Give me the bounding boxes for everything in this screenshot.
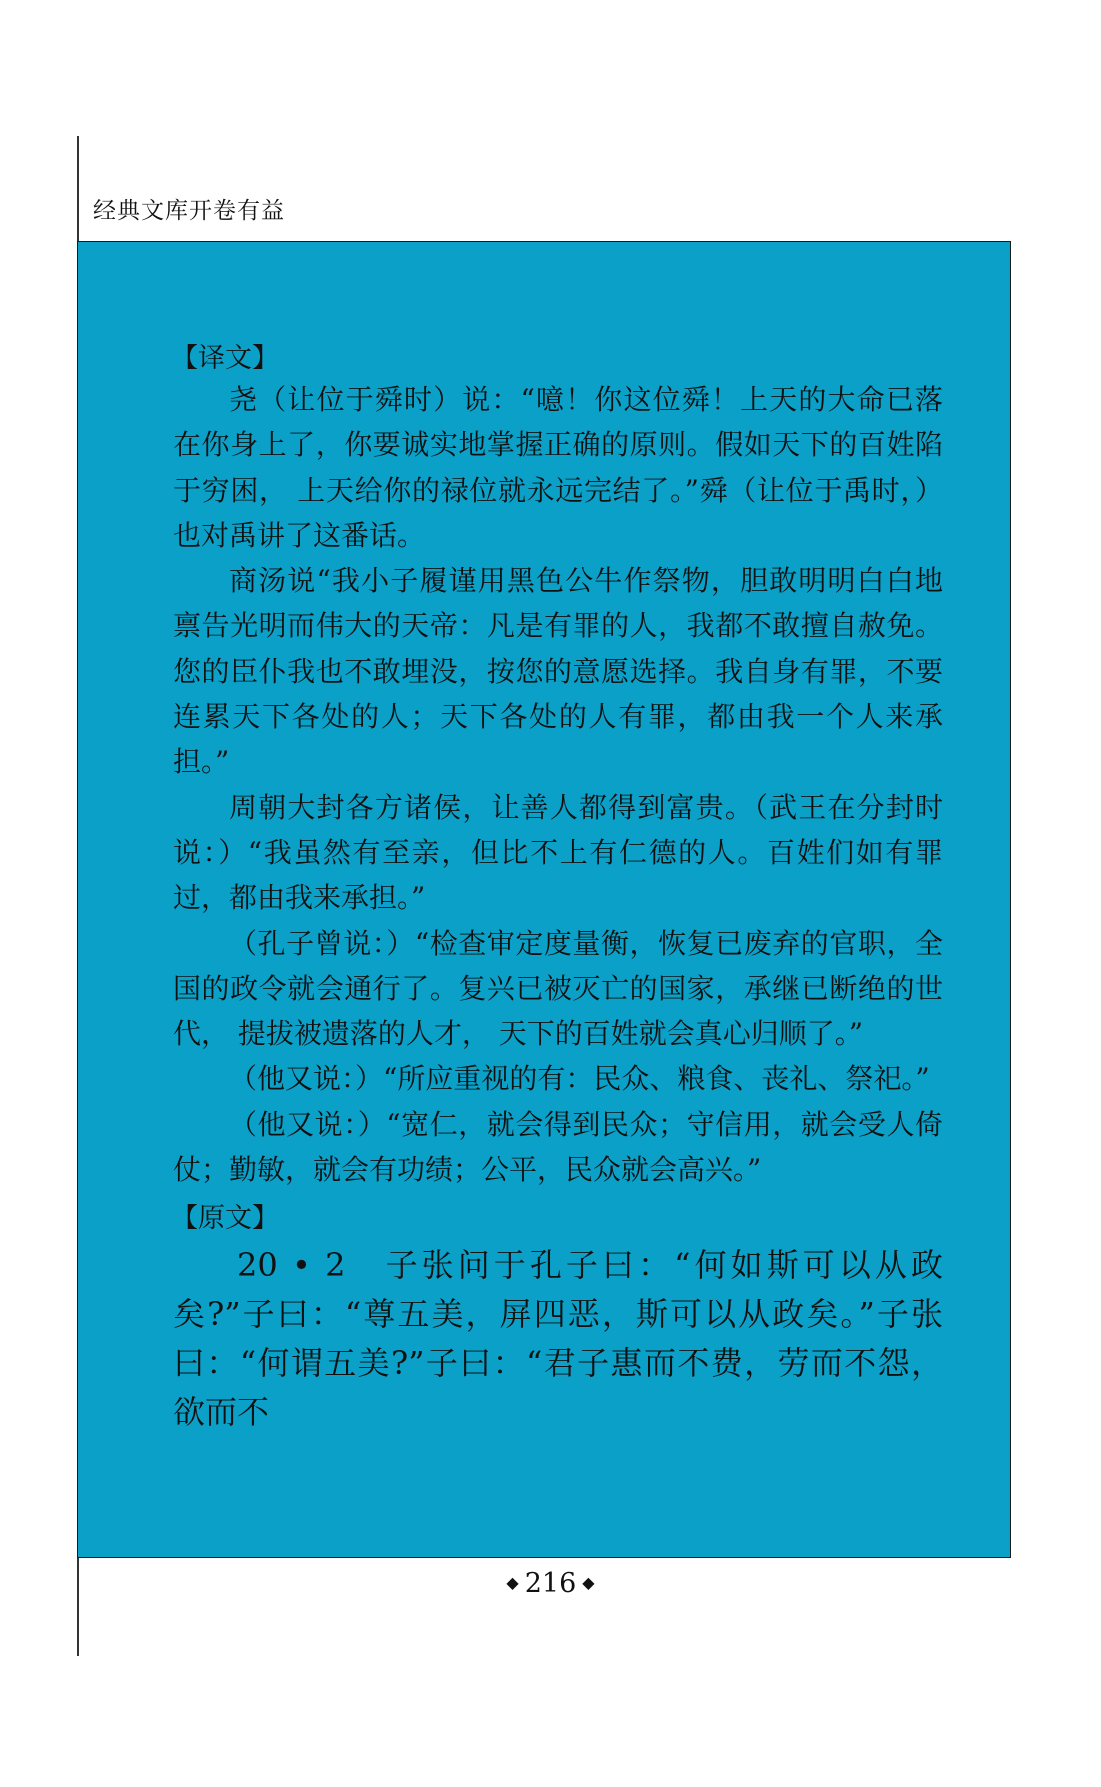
translation-paragraph: 尧（让位于舜时）说：“噫！你这位舜！上天的大命已落在你身上了，你要诚实地掌握正确的原则。假如天下的百姓陷于穷困， 上天给你的禄位就永远完结了。”舜（让位于禹时，）也对禹讲了这番话。 [173,383,943,552]
diamond-right-icon: ◆ [582,1573,595,1592]
translation-body [173,377,943,1192]
text-panel [77,241,1011,1558]
translation-paragraph: 周朝大封各方诸侯，让善人都得到富贵。（武王在分封时说：）“我虽然有至亲，但比不上有仁德的人。百姓们如有罪过，都由我来承担。” [173,790,943,915]
translation-paragraph: （孔子曾说：）“检查审定度量衡，恢复已废弃的官职，全国的政令就会通行了。复兴已被灭亡的国家，承继已断绝的世代， 提拔被遗落的人才， 天下的百姓就会真心归顺了。” [173,926,943,1051]
translation-heading: 【译文】 [171,343,279,374]
original-body [173,1241,943,1437]
page-number: 216 [524,1568,577,1599]
panel-content [173,341,943,1437]
original-heading: 【原文】 [171,1203,279,1235]
translation-paragraph: （他又说：）“宽仁，就会得到民众；守信用，就会受人倚仗；勤敏，就会有功绩；公平，民众就会高兴。” [173,1107,943,1187]
running-header: 经典文库开卷有益 [93,198,285,224]
translation-paragraph: （他又说：）“所应重视的有：民众、粮食、丧礼、祭祀。” [229,1062,930,1096]
diamond-left-icon: ◆ [506,1573,519,1592]
original-paragraph: 20 • 2 子张问于孔子曰：“何如斯可以从政矣?”子曰：“尊五美，屏四恶，斯可以从政矣。”子张曰：“何谓五美?”子曰：“君子惠而不费，劳而不怨，欲而不 [173,1246,943,1432]
translation-paragraph: 商汤说“我小子履谨用黑色公牛作祭物，胆敢明明白白地禀告光明而伟大的天帝：凡是有罪的人，我都不敢擅自赦免。您的臣仆我也不敢埋没，按您的意愿选择。我自身有罪，不要连累天下各处的人；天下各处的人有罪，都由我一个人来承担。” [173,564,943,779]
page-footer [0,1565,1101,1602]
